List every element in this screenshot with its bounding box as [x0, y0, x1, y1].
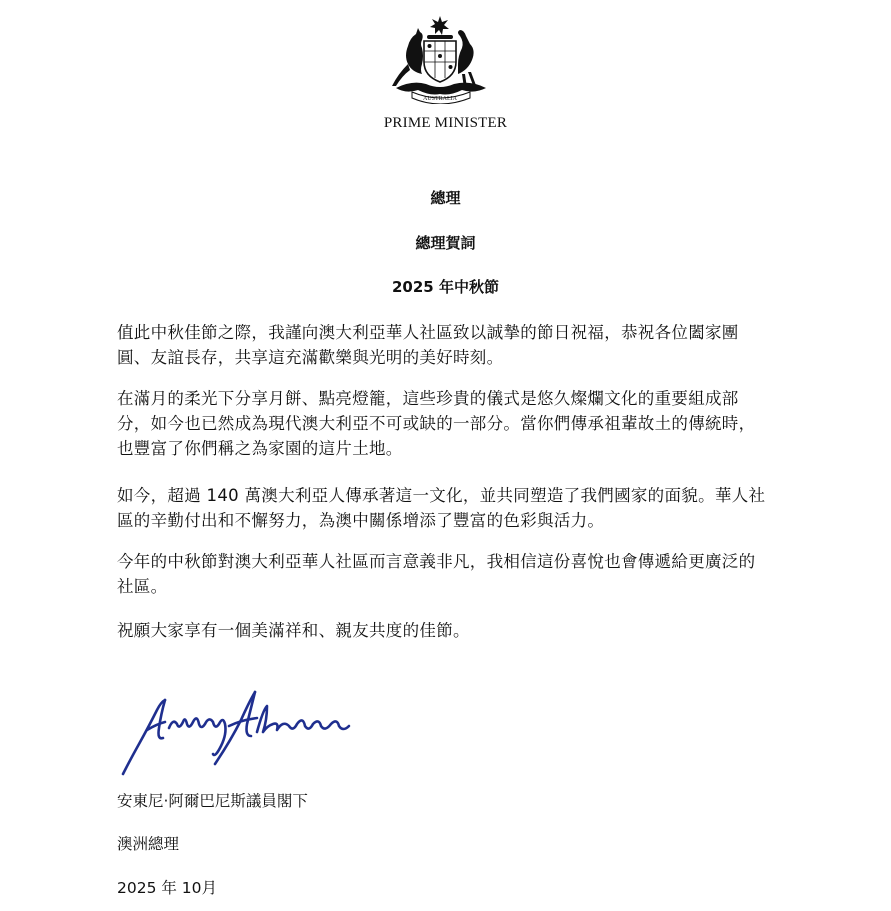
paragraph-significance: 今年的中秋節對澳大利亞華人社區而言意義非凡，我相信這份喜悅也會傳遞給更廣泛的社區。 [117, 552, 756, 596]
crest-wreath [427, 35, 453, 39]
signature [117, 684, 352, 780]
paragraph-traditions: 在滿月的柔光下分享月餅、點亮燈籠，這些珍貴的儀式是悠久燦爛文化的重要組成部分，如今也已然成為現代澳大利亞不可或缺的一部分。當你們傳承祖輩故土的傳統時，也豐富了你們稱之為家園的這片土地。 [117, 389, 756, 458]
office-title: PRIME MINISTER [383, 115, 508, 131]
heading-subtitle: 總理賀詞 [415, 234, 476, 252]
signatory-position: 澳洲總理 [117, 835, 180, 853]
heading-occasion: 2025 年中秋節 [392, 278, 499, 296]
coat-of-arms-crest [382, 14, 498, 104]
paragraph-greeting: 值此中秋佳節之際，我謹向澳大利亞華人社區致以誠摯的節日祝福，恭祝各位闔家團圓、友誼長存，共享這充滿歡樂與光明的美好時刻。 [117, 323, 739, 367]
paragraph-community: 如今，超過 140 萬澳大利亞人傳承著這一文化，並共同塑造了我們國家的面貌。華人社區的辛勤付出和不懈努力，為澳中關係增添了豐富的色彩與活力。 [117, 486, 766, 530]
heading-title: 總理 [430, 189, 461, 207]
letter-date: 2025 年 10月 [117, 879, 218, 897]
crest-emu [458, 30, 474, 74]
crest-foliage [396, 83, 486, 95]
crest-star [430, 16, 449, 35]
crest-motto: AUSTRALIA [423, 96, 457, 102]
paragraph-wishes: 祝願大家享有一個美滿祥和、親友共度的佳節。 [117, 621, 470, 640]
signatory-name: 安東尼·阿爾巴尼斯議員閣下 [117, 792, 308, 810]
